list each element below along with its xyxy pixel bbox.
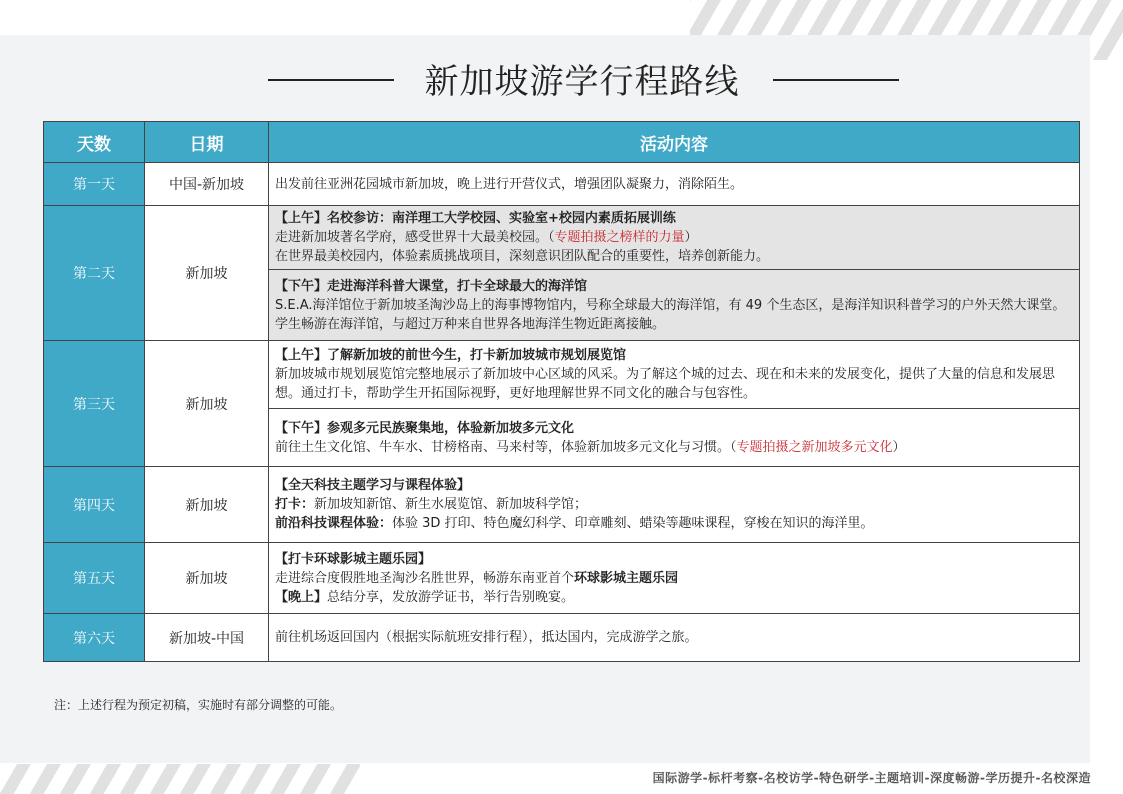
header-content: 活动内容 <box>269 122 1080 163</box>
activity-cell <box>269 206 1080 270</box>
itinerary-table <box>43 121 1080 662</box>
activity-label: 打卡： <box>275 497 315 512</box>
activity-text: 总结分享，发放游学证书，举行告别晚宴。 <box>327 589 575 605</box>
page-title: 新加坡游学行程路线 <box>424 62 740 102</box>
day-cell: 第五天 <box>44 543 145 614</box>
date-cell: 中国-新加坡 <box>145 163 269 206</box>
activity-text: 前往土生文化馆、牛车水、甘榜格南、马来村等，体验新加坡多元文化与习惯。（ <box>275 439 737 455</box>
activity-line <box>275 588 1073 607</box>
activity-line: 新加坡城市规划展览馆完整地展示了新加坡中心区域的风采。为了解这个城的过去、现在和未来的发展变化，提供了大量的信息和发展思想。通过打卡，帮助学生开拓国际视野，更好地理解世界不同文化的融合与包容性。 <box>275 367 1056 401</box>
activity-bold-text: 环球影城主题乐园 <box>574 570 679 586</box>
activity-cell: 前往机场返回国内（根据实际航班安排行程），抵达国内，完成游学之旅。 <box>269 614 1080 662</box>
date-cell: 新加坡 <box>145 341 269 467</box>
day-cell: 第六天 <box>44 614 145 662</box>
title-block <box>0 52 1123 102</box>
table-header-row <box>44 122 1080 163</box>
activity-text: 新加坡知新馆、新生水展览馆、新加坡科学馆； <box>314 497 588 512</box>
activity-heading: 【下午】参观多元民族聚集地，体验新加坡多元文化 <box>275 420 575 436</box>
activity-line <box>275 438 1073 457</box>
activity-line <box>275 514 1073 533</box>
footer-tagline: 国际游学-标杆考察-名校访学-特色研学-主题培训-深度畅游-学历提升-名校深造 <box>652 771 1091 785</box>
day-cell: 第一天 <box>44 163 145 206</box>
date-cell: 新加坡-中国 <box>145 614 269 662</box>
activity-line <box>275 228 1073 247</box>
header-date: 日期 <box>145 122 269 163</box>
activity-label: 【晚上】 <box>275 589 328 605</box>
activity-cell <box>269 543 1080 614</box>
activity-heading: 【全天科技主题学习与课程体验】 <box>275 478 471 493</box>
activity-text: ） <box>684 230 698 245</box>
title-rule-right <box>773 79 899 81</box>
activity-heading: 【上午】了解新加坡的前世今生，打卡新加坡城市规划展览馆 <box>275 348 627 363</box>
activity-heading: 【下午】走进海洋科普大课堂，打卡全球最大的海洋馆 <box>275 278 588 294</box>
table-row-day2-am <box>44 206 1080 270</box>
photo-topic-highlight: 专题拍摄之榜样的力量 <box>554 230 685 245</box>
date-cell: 新加坡 <box>145 206 269 341</box>
title-rule-left <box>268 79 394 81</box>
activity-text: 走进新加坡著名学府，感受世界十大最美校园。（ <box>275 230 555 245</box>
header-day: 天数 <box>44 122 145 163</box>
activity-line: 在世界最美校园内，体验素质挑战项目，深刻意识团队配合的重要性，培养创新能力。 <box>275 249 770 264</box>
activity-cell <box>269 341 1080 409</box>
activity-cell: 出发前往亚洲花园城市新加坡，晚上进行开营仪式，增强团队凝聚力，消除陌生。 <box>269 163 1080 206</box>
table-row-day6 <box>44 614 1080 662</box>
activity-line <box>275 495 1073 514</box>
activity-text: 走进综合度假胜地圣淘沙名胜世界，畅游东南亚首个 <box>275 570 575 586</box>
table-row-day3-am <box>44 341 1080 409</box>
decorative-stripes-bottom <box>0 764 360 794</box>
table-row-day1 <box>44 163 1080 206</box>
table-row-day5 <box>44 543 1080 614</box>
activity-label: 前沿科技课程体验： <box>275 516 393 531</box>
day-cell: 第三天 <box>44 341 145 467</box>
activity-cell <box>269 270 1080 341</box>
activity-line <box>275 569 1073 588</box>
table-row-day4 <box>44 467 1080 543</box>
date-cell: 新加坡 <box>145 467 269 543</box>
activity-cell <box>269 409 1080 467</box>
day-cell: 第四天 <box>44 467 145 543</box>
day-cell: 第二天 <box>44 206 145 341</box>
activity-line: S.E.A.海洋馆位于新加坡圣淘沙岛上的海事博物馆内，号称全球最大的海洋馆，有 49 个生态区，是海洋知识科普学习的户外天然大课堂。学生畅游在海洋馆，与超过万种来自世界各地海洋生物近距离接触。 <box>275 297 1066 332</box>
date-cell: 新加坡 <box>145 543 269 614</box>
footnote: 注：上述行程为预定初稿，实施时有部分调整的可能。 <box>54 698 343 712</box>
activity-text: 体验 3D 打印、特色魔幻科学、印章雕刻、蜡染等趣味课程，穿梭在知识的海洋里。 <box>392 516 874 531</box>
activity-heading: 【上午】名校参访：南洋理工大学校园、实验室+校园内素质拓展训练 <box>275 211 676 226</box>
photo-topic-highlight: 专题拍摄之新加坡多元文化 <box>736 439 893 455</box>
activity-text: ） <box>892 439 906 455</box>
activity-cell <box>269 467 1080 543</box>
activity-heading: 【打卡环球影城主题乐园】 <box>275 551 432 567</box>
